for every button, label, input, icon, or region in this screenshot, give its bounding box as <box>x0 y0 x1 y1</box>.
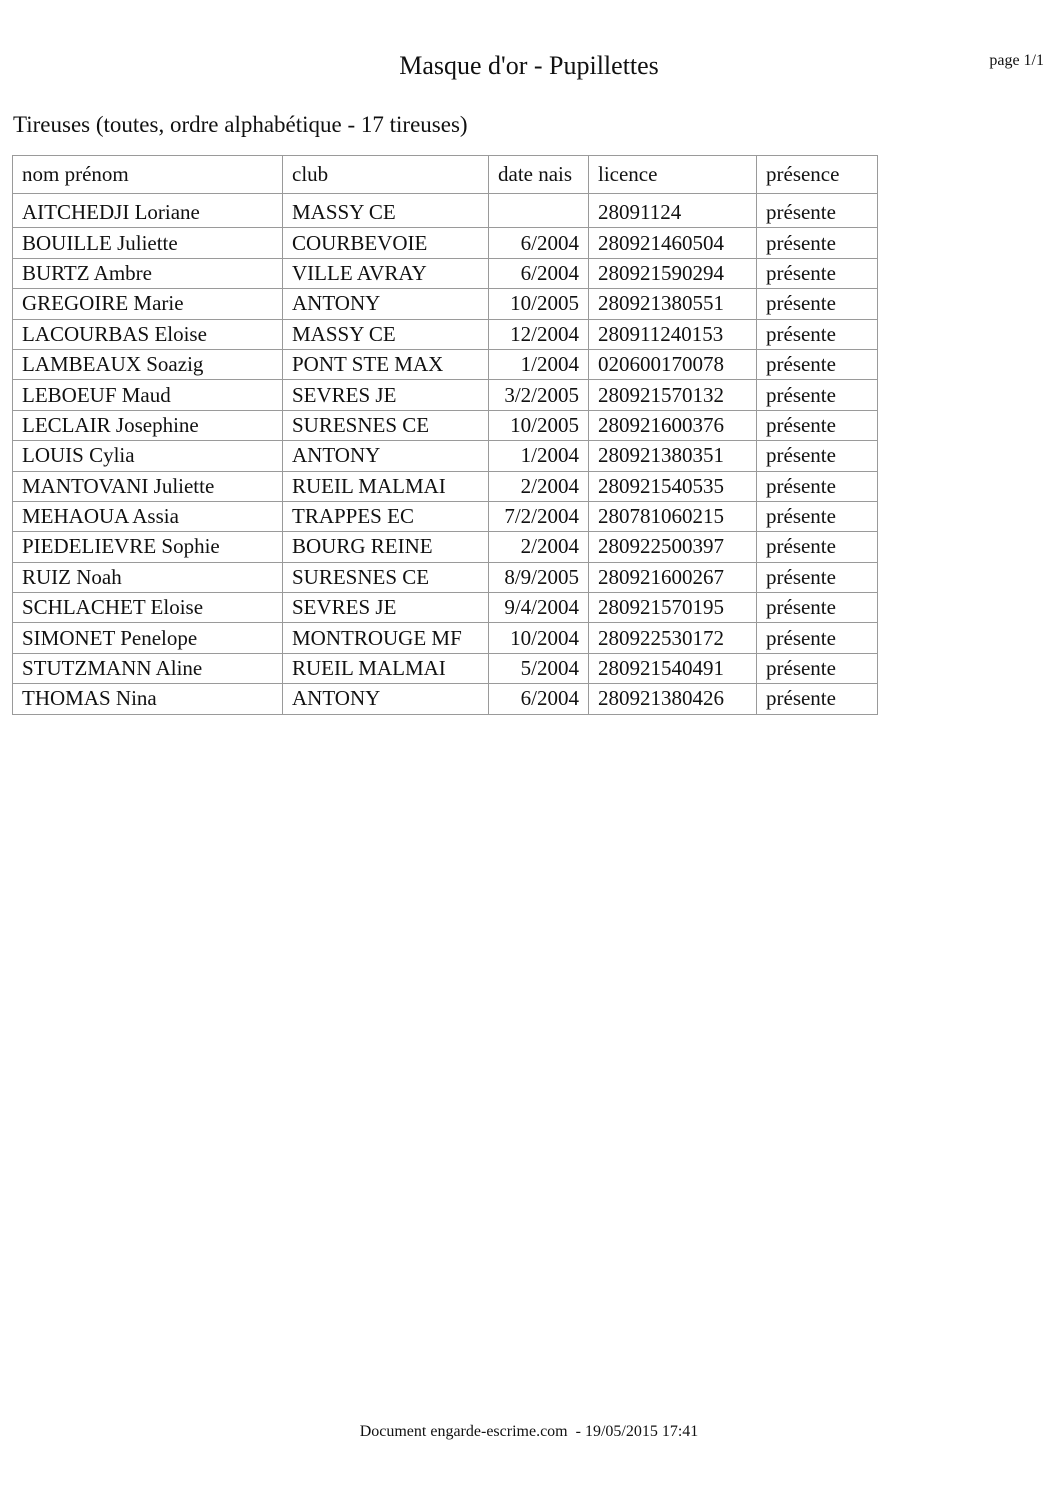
cell-name: MEHAOUA Assia <box>13 501 283 531</box>
page-number: page 1/1 <box>989 52 1044 69</box>
column-header-name: nom prénom <box>13 156 283 194</box>
cell-club: TRAPPES EC <box>283 501 489 531</box>
column-header-birthdate: date nais <box>489 156 589 194</box>
cell-birthdate: 7/2/2004 <box>489 501 589 531</box>
cell-club: RUEIL MALMAI <box>283 653 489 683</box>
table-row <box>13 410 878 440</box>
cell-presence: présente <box>757 289 878 319</box>
cell-presence: présente <box>757 532 878 562</box>
table-body <box>13 194 878 715</box>
table-row <box>13 593 878 623</box>
cell-presence: présente <box>757 349 878 379</box>
fencers-table <box>12 155 878 715</box>
cell-licence: 28091124 <box>589 194 757 228</box>
cell-licence: 280921380426 <box>589 684 757 714</box>
cell-presence: présente <box>757 623 878 653</box>
cell-birthdate: 10/2005 <box>489 289 589 319</box>
cell-birthdate: 5/2004 <box>489 653 589 683</box>
cell-club: SURESNES CE <box>283 410 489 440</box>
cell-name: SIMONET Penelope <box>13 623 283 653</box>
cell-club: ANTONY <box>283 441 489 471</box>
cell-birthdate: 9/4/2004 <box>489 593 589 623</box>
cell-name: LACOURBAS Eloise <box>13 319 283 349</box>
cell-birthdate: 6/2004 <box>489 258 589 288</box>
cell-birthdate: 10/2005 <box>489 410 589 440</box>
cell-club: SEVRES JE <box>283 593 489 623</box>
document-title: Masque d'or - Pupillettes <box>399 51 659 80</box>
table-row <box>13 258 878 288</box>
cell-club: MASSY CE <box>283 319 489 349</box>
cell-name: SCHLACHET Eloise <box>13 593 283 623</box>
cell-birthdate: 1/2004 <box>489 349 589 379</box>
cell-club: MASSY CE <box>283 194 489 228</box>
cell-licence: 280921600267 <box>589 562 757 592</box>
cell-birthdate: 2/2004 <box>489 471 589 501</box>
table-row <box>13 289 878 319</box>
table-row <box>13 380 878 410</box>
cell-licence: 280921460504 <box>589 228 757 258</box>
table-row <box>13 349 878 379</box>
cell-club: MONTROUGE MF <box>283 623 489 653</box>
table-row <box>13 562 878 592</box>
table-row <box>13 194 878 228</box>
cell-birthdate: 1/2004 <box>489 441 589 471</box>
cell-licence: 280781060215 <box>589 501 757 531</box>
cell-presence: présente <box>757 653 878 683</box>
table-row <box>13 501 878 531</box>
table-row <box>13 441 878 471</box>
cell-club: PONT STE MAX <box>283 349 489 379</box>
cell-birthdate: 2/2004 <box>489 532 589 562</box>
cell-birthdate: 8/9/2005 <box>489 562 589 592</box>
cell-name: LECLAIR Josephine <box>13 410 283 440</box>
cell-licence: 020600170078 <box>589 349 757 379</box>
cell-licence: 280921540535 <box>589 471 757 501</box>
cell-licence: 280921570132 <box>589 380 757 410</box>
cell-presence: présente <box>757 228 878 258</box>
cell-club: VILLE AVRAY <box>283 258 489 288</box>
column-header-club: club <box>283 156 489 194</box>
cell-presence: présente <box>757 593 878 623</box>
cell-club: SEVRES JE <box>283 380 489 410</box>
cell-name: BURTZ Ambre <box>13 258 283 288</box>
cell-licence: 280911240153 <box>589 319 757 349</box>
cell-club: ANTONY <box>283 684 489 714</box>
cell-presence: présente <box>757 319 878 349</box>
table-row <box>13 471 878 501</box>
cell-presence: présente <box>757 380 878 410</box>
cell-birthdate: 6/2004 <box>489 228 589 258</box>
cell-name: BOUILLE Juliette <box>13 228 283 258</box>
document-footer: Document engarde-escrime.com - 19/05/2015 17:41 <box>359 1423 699 1440</box>
cell-club: ANTONY <box>283 289 489 319</box>
table-row <box>13 623 878 653</box>
cell-name: THOMAS Nina <box>13 684 283 714</box>
cell-name: LOUIS Cylia <box>13 441 283 471</box>
cell-presence: présente <box>757 410 878 440</box>
cell-name: MANTOVANI Juliette <box>13 471 283 501</box>
cell-presence: présente <box>757 684 878 714</box>
table-row <box>13 653 878 683</box>
cell-club: BOURG REINE <box>283 532 489 562</box>
cell-club: COURBEVOIE <box>283 228 489 258</box>
cell-licence: 280921590294 <box>589 258 757 288</box>
cell-birthdate: 3/2/2005 <box>489 380 589 410</box>
column-header-presence: présence <box>757 156 878 194</box>
list-subtitle: Tireuses (toutes, ordre alphabétique - 17 tireuses) <box>13 112 468 137</box>
table-header-row <box>13 156 878 194</box>
cell-name: LAMBEAUX Soazig <box>13 349 283 379</box>
cell-birthdate: 6/2004 <box>489 684 589 714</box>
cell-licence: 280921540491 <box>589 653 757 683</box>
cell-birthdate <box>489 194 589 228</box>
cell-name: LEBOEUF Maud <box>13 380 283 410</box>
cell-name: AITCHEDJI Loriane <box>13 194 283 228</box>
cell-presence: présente <box>757 194 878 228</box>
cell-name: STUTZMANN Aline <box>13 653 283 683</box>
cell-name: GREGOIRE Marie <box>13 289 283 319</box>
cell-licence: 280922530172 <box>589 623 757 653</box>
cell-birthdate: 12/2004 <box>489 319 589 349</box>
cell-club: SURESNES CE <box>283 562 489 592</box>
cell-licence: 280921380551 <box>589 289 757 319</box>
cell-licence: 280921600376 <box>589 410 757 440</box>
column-header-licence: licence <box>589 156 757 194</box>
cell-licence: 280922500397 <box>589 532 757 562</box>
table-row <box>13 228 878 258</box>
cell-licence: 280921570195 <box>589 593 757 623</box>
cell-licence: 280921380351 <box>589 441 757 471</box>
table-row <box>13 684 878 714</box>
cell-name: RUIZ Noah <box>13 562 283 592</box>
cell-presence: présente <box>757 441 878 471</box>
cell-presence: présente <box>757 562 878 592</box>
cell-presence: présente <box>757 258 878 288</box>
cell-club: RUEIL MALMAI <box>283 471 489 501</box>
cell-name: PIEDELIEVRE Sophie <box>13 532 283 562</box>
cell-birthdate: 10/2004 <box>489 623 589 653</box>
cell-presence: présente <box>757 471 878 501</box>
table-row <box>13 319 878 349</box>
table-row <box>13 532 878 562</box>
cell-presence: présente <box>757 501 878 531</box>
